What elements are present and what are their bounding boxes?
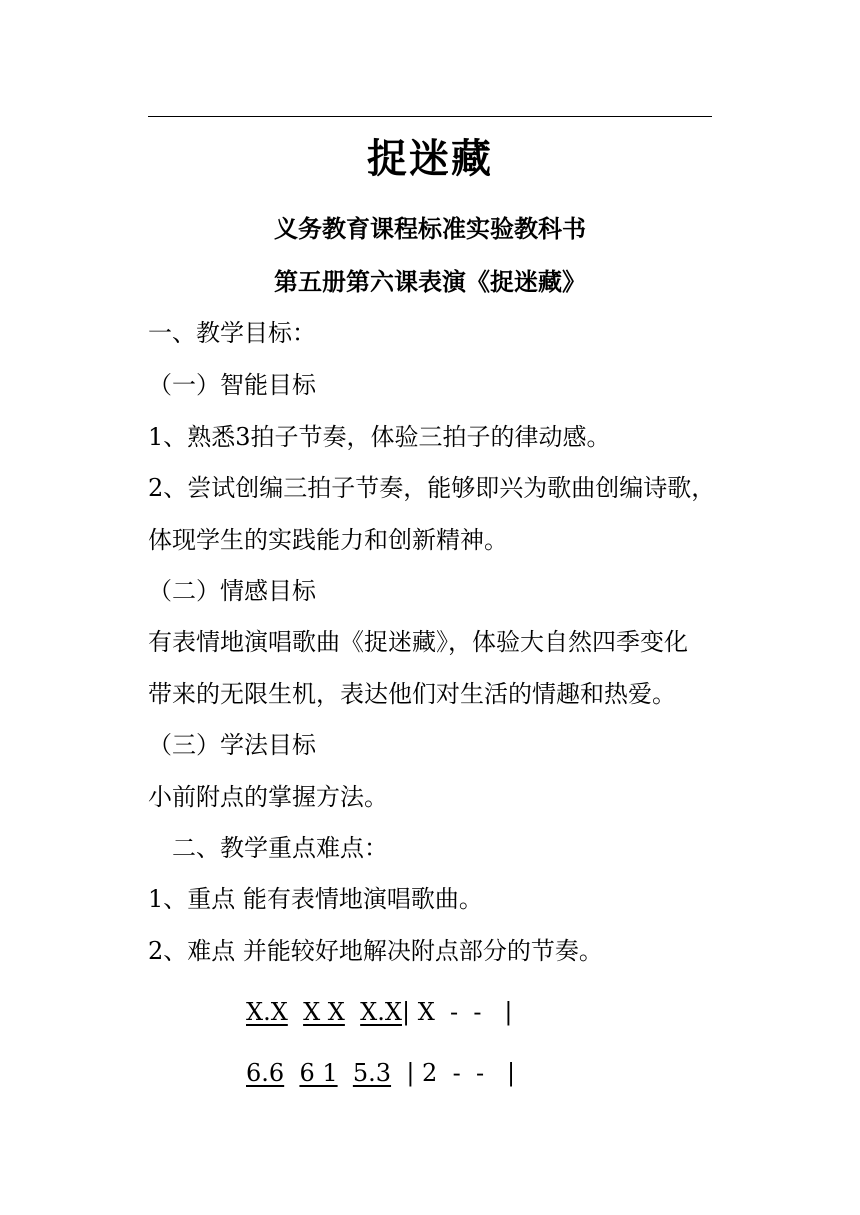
rhythm-2-end-bar: | xyxy=(506,1059,516,1087)
section-key-points: 二、教学重点难点： xyxy=(148,834,388,862)
subsection-study-goals: （三）学法目标 xyxy=(148,731,316,759)
goal-item-2-continued: 体现学生的实践能力和创新精神。 xyxy=(148,526,508,554)
goal-item-2: 2、尝试创编三拍子节奏，能够即兴为歌曲创编诗歌， xyxy=(148,474,716,502)
goal-item-1: 1、熟悉3拍子节奏，体验三拍子的律动感。 xyxy=(148,423,611,451)
rhythm-1-beat-3: X.X xyxy=(360,998,402,1026)
rhythm-1-beat-2: X X xyxy=(303,998,345,1026)
key-point-item-1: 1、重点 能有表情地演唱歌曲。 xyxy=(148,885,483,913)
rhythm-1-beat-1: X.X xyxy=(246,998,288,1026)
top-rule xyxy=(148,116,712,117)
document-subtitle-1: 义务教育课程标准实验教科书 xyxy=(274,215,586,243)
emotional-goal-text-continued: 带来的无限生机，表达他们对生活的情趣和热爱。 xyxy=(148,680,676,708)
document-subtitle-2: 第五册第六课表演《捉迷藏》 xyxy=(274,268,586,296)
section-teaching-goals: 一、教学目标： xyxy=(148,319,316,347)
rhythm-1-end-bar: | xyxy=(504,998,513,1026)
rhythm-2-sustain: 2 - - xyxy=(422,1059,485,1087)
rhythm-1-bar-separator: | xyxy=(401,998,411,1026)
document-title: 捉迷藏 xyxy=(367,136,493,182)
subsection-emotional-goals: （二）情感目标 xyxy=(148,577,316,605)
rhythm-line-1 xyxy=(246,996,513,1028)
rhythm-line-2 xyxy=(246,1057,515,1089)
rhythm-2-beat-3: 5.3 xyxy=(352,1059,392,1087)
study-goal-text: 小前附点的掌握方法。 xyxy=(148,783,388,811)
rhythm-1-sustain: X - - xyxy=(417,998,482,1026)
rhythm-2-bar-separator: | xyxy=(406,1059,415,1087)
rhythm-2-beat-1: 6.6 xyxy=(246,1059,285,1087)
emotional-goal-text: 有表情地演唱歌曲《捉迷藏》，体验大自然四季变化 xyxy=(148,628,688,656)
key-point-item-2: 2、难点 并能较好地解决附点部分的节奏。 xyxy=(148,937,603,965)
rhythm-2-beat-2: 6 1 xyxy=(299,1059,338,1087)
subsection-intellectual-goals: （一）智能目标 xyxy=(148,371,316,399)
